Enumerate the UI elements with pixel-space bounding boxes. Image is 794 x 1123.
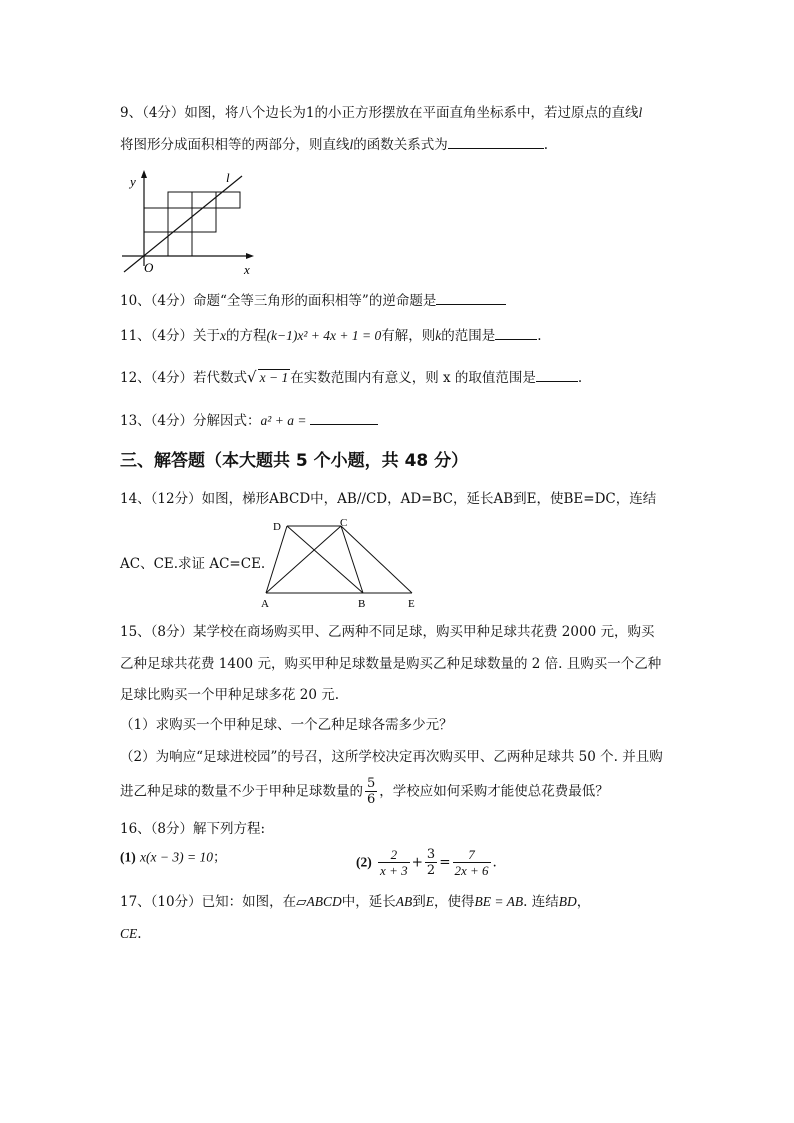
answer-blank[interactable] bbox=[436, 290, 506, 305]
fraction-5-6: $\frac{5}{6}$ bbox=[367, 776, 376, 807]
point-C: C bbox=[340, 517, 348, 529]
q13: 13、（4分）分解因式：a² + a = bbox=[120, 410, 378, 431]
q9-line1: 9、（4分）如图，将八个边长为1的小正方形摆放在平面直角坐标系中，若过原点的直线l bbox=[120, 105, 643, 121]
q15-sub2-line2: 进乙种足球的数量不少于甲种足球数量的 $\frac{5}{6}$ ，学校应如何采购才能使总花费最低？ bbox=[120, 776, 609, 807]
line-l bbox=[124, 176, 242, 272]
y-axis-arrow bbox=[141, 170, 147, 178]
q16-part1: (1) x(x − 3) = 10； bbox=[120, 849, 227, 866]
point-B: B bbox=[358, 598, 366, 610]
q14-trapezoid-figure bbox=[255, 515, 430, 611]
q9-grid-figure bbox=[118, 168, 258, 278]
point-E: E bbox=[408, 598, 415, 610]
q10: 10、（4分）命题“全等三角形的面积相等”的逆命题是 bbox=[120, 290, 506, 311]
q15-sub2-line1: （2）为响应“足球进校园”的号召，这所学校决定再次购买甲、乙两种足球共 50 个. 并且购 bbox=[120, 749, 663, 765]
q9-line2: 将图形分成面积相等的两部分，则直线l的函数关系式为 . bbox=[120, 134, 548, 155]
q12: 12、（4分）若代数式√ x − 1 在实数范围内有意义，则 x 的取值范围是 . bbox=[120, 368, 583, 386]
q11: 11、（4分）关于x的方程(k−1)x² + 4x + 1 = 0有解，则k的范围是 . bbox=[120, 325, 542, 346]
section-title: 三、解答题（本大题共 5 个小题，共 48 分） bbox=[120, 451, 469, 471]
fraction-2-over-x-plus-3: $\frac{2}{x + 3}$ bbox=[380, 847, 408, 878]
answer-blank[interactable] bbox=[310, 410, 378, 425]
point-D: D bbox=[273, 521, 281, 533]
point-A: A bbox=[261, 598, 269, 610]
q15-line3: 足球比购买一个甲种足球多花 20 元. bbox=[120, 687, 340, 703]
answer-blank[interactable] bbox=[495, 325, 537, 340]
y-label: y bbox=[130, 174, 136, 189]
origin-label: O bbox=[144, 260, 154, 275]
line-label: l bbox=[226, 170, 230, 185]
q15-line2: 乙种足球共花费 1400 元，购买甲种足球数量是购买乙种足球数量的 2 倍. 且购买一个乙种 bbox=[120, 656, 662, 672]
q17-line1: 17、（10分）已知：如图，在▱ABCD中，延长AB到E，使得BE = AB. 连结BD， bbox=[120, 894, 591, 910]
q15-line1: 15、（8分）某学校在商场购买甲、乙两种不同足球，购买甲种足球共花费 2000 元，购买 bbox=[120, 624, 655, 640]
fraction-7-over-2x-plus-6: $\frac{7}{2x + 6}$ bbox=[454, 847, 489, 878]
answer-blank[interactable] bbox=[448, 134, 544, 149]
q16-part2: (2) $\frac{2}{x + 3}$ + $\frac{3}{2}$ = $\frac{7}{2x + 6}$ . bbox=[356, 847, 497, 878]
q17-line2: CE. bbox=[120, 926, 142, 942]
answer-blank[interactable] bbox=[536, 367, 578, 382]
sqrt-sign: √ bbox=[247, 368, 257, 386]
fraction-3-over-2: $\frac{3}{2}$ bbox=[426, 847, 436, 878]
unit-squares bbox=[144, 192, 240, 256]
x-axis-arrow bbox=[246, 253, 254, 259]
q16-title: 16、（8分）解下列方程: bbox=[120, 821, 266, 837]
q14-line1: 14、（12分）如图，梯形ABCD中，AB//CD，AD=BC，延长AB到E，使BE=DC，连结 bbox=[120, 491, 657, 507]
x-label: x bbox=[244, 262, 250, 277]
q15-sub1: （1）求购买一个甲种足球、一个乙种足球各需多少元？ bbox=[120, 717, 453, 733]
q14-line2: AC、CE.求证 AC=CE. bbox=[120, 556, 266, 572]
